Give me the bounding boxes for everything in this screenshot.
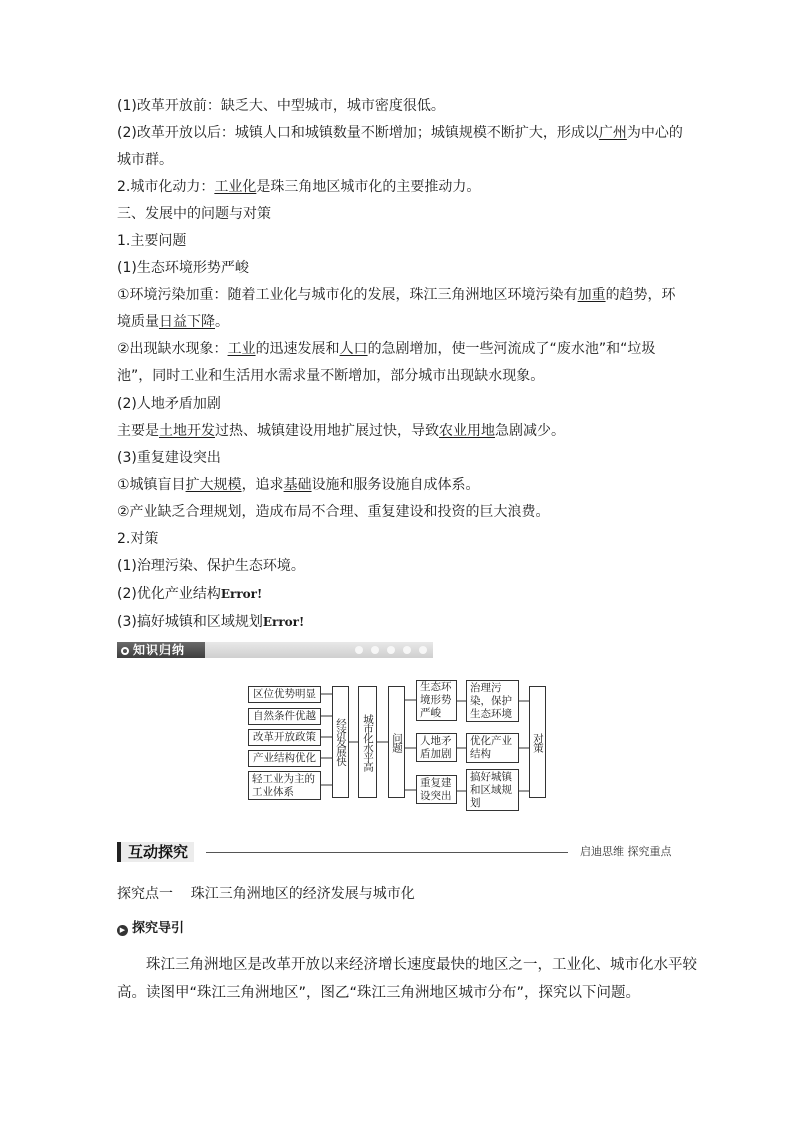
text-line: (1)改革开放前：缺乏大、中型城市，城市密度很低。 <box>117 98 445 114</box>
text-line: (1)生态环境形势严峻 <box>117 260 249 276</box>
play-icon: ▶ <box>117 925 128 936</box>
factor-box: 区位优势明显 <box>248 686 321 703</box>
bar-decoration <box>205 642 433 658</box>
probe-paragraph: 高。读图甲“珠江三角洲地区”，图乙“珠江三角洲地区城市分布”，探究以下问题。 <box>117 985 641 1001</box>
heading: 2.对策 <box>117 531 159 547</box>
text-line: ①城镇盲目扩大规模，追求基础设施和服务设施自成体系。 <box>117 477 480 493</box>
factor-box: 产业结构优化 <box>248 750 321 767</box>
probe-paragraph: 珠江三角洲地区是改革开放以来经济增长速度最快的地区之一，工业化、城市化水平较 <box>146 957 697 973</box>
text-line: (2)改革开放以后：城镇人口和城镇数量不断增加；城镇规模不断扩大，形成以广州为中心的 <box>117 125 683 141</box>
dot-icon <box>403 646 411 654</box>
text-line: ②出现缺水现象：工业的迅速发展和人口的急剧增加，使一些河流成了“废水池”和“垃圾 <box>117 341 656 357</box>
section-divider <box>206 852 568 853</box>
knowledge-summary-tag: 知识归纳 <box>117 642 205 658</box>
probe-guide-heading: ▶ 探究导引 <box>117 920 184 938</box>
problem-item-box: 重复建设突出 <box>416 775 457 804</box>
probe-point-title: 探究点一 珠江三角洲地区的经济发展与城市化 <box>117 886 415 902</box>
measure-box: 搞好城镇和区域规划 <box>466 769 519 811</box>
text-line: ②产业缺乏合理规划，造成布局不合理、重复建设和投资的巨大浪费。 <box>117 504 550 520</box>
text-line: (2)优化产业结构Error! <box>117 586 263 602</box>
text-line: ①环境污染加重：随着工业化与城市化的发展，珠江三角洲地区环境污染有加重的趋势，环 <box>117 287 676 303</box>
measure-box: 治理污染，保护生态环境 <box>466 680 519 722</box>
heading: 1.主要问题 <box>117 233 187 249</box>
text-line: (3)重复建设突出 <box>117 450 221 466</box>
factor-box: 轻工业为主的工业体系 <box>248 771 321 800</box>
circle-bullet-icon <box>121 647 129 655</box>
problem-item-box: 人地矛盾加剧 <box>416 733 457 762</box>
factor-box: 自然条件优越 <box>248 708 321 725</box>
text-line: 池”，同时工业和生活用水需求量不断增加，部分城市出现缺水现象。 <box>117 368 545 384</box>
section-title: 互动探究 <box>117 842 194 862</box>
text-line: (1)治理污染、保护生态环境。 <box>117 558 305 574</box>
text-line: 境质量日益下降。 <box>117 314 229 330</box>
economy-box: 经济发展快 <box>332 686 349 798</box>
countermeasure-box: 对策 <box>529 686 546 798</box>
knowledge-summary-bar <box>117 642 433 658</box>
section-subtitle: 启迪思维 探究重点 <box>580 845 672 858</box>
text-line: 城市群。 <box>117 152 173 168</box>
factor-box: 改革开放政策 <box>248 729 321 746</box>
measure-box: 优化产业结构 <box>466 733 519 763</box>
text-line: (2)人地矛盾加剧 <box>117 396 221 412</box>
dot-icon <box>387 646 395 654</box>
urbanization-box: 城市化水平高 <box>358 686 377 798</box>
text-line: 2.城市化动力：工业化是珠三角地区城市化的主要推动力。 <box>117 179 481 195</box>
problem-box: 问题 <box>388 686 405 798</box>
text-line: (3)搞好城镇和区域规划Error! <box>117 614 305 630</box>
text-line: 主要是土地开发过热、城镇建设用地扩展过快，导致农业用地急剧减少。 <box>117 423 565 439</box>
dot-icon <box>419 646 427 654</box>
problem-item-box: 生态环境形势严峻 <box>416 680 457 721</box>
dot-icon <box>371 646 379 654</box>
dot-icon <box>355 646 363 654</box>
heading: 三、发展中的问题与对策 <box>117 206 271 222</box>
